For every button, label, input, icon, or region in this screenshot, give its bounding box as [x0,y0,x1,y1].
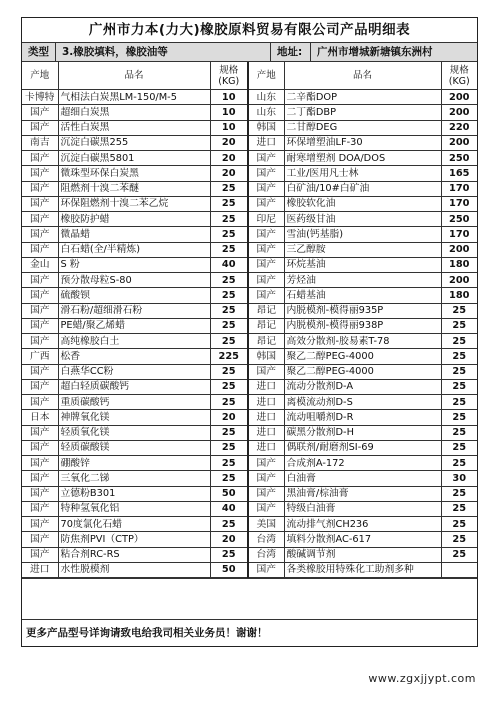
left-origin-cell: 国产 [22,181,58,196]
right-origin-cell: 国产 [248,227,284,242]
right-product-name-cell: 填料分散剂AC-617 [284,532,441,547]
table-row [22,440,477,455]
left-origin-cell: 国产 [22,547,58,562]
left-product-name-cell: 松香 [58,349,210,364]
right-origin-cell: 国产 [248,562,284,577]
left-origin-cell: 国产 [22,334,58,349]
right-origin-cell: 印尼 [248,212,284,227]
right-product-name-cell: 离模流动剂D-S [284,395,441,410]
right-origin-cell: 国产 [248,471,284,486]
right-product-name-cell: 橡胶软化油 [284,196,441,211]
right-spec-cell [441,562,477,577]
left-origin-cell: 国产 [22,303,58,318]
left-spec-cell: 25 [210,517,248,532]
left-origin-cell: 金山 [22,257,58,272]
table-row [22,181,477,196]
origin-header: 产地 [22,62,58,90]
right-origin-cell: 韩国 [248,349,284,364]
product-sheet [21,17,478,647]
left-origin-cell: 国产 [22,242,58,257]
right-spec-cell: 200 [441,105,477,120]
left-product-name-cell: 预分散母粒S-80 [58,273,210,288]
left-spec-cell: 10 [210,90,248,105]
table-row [22,151,477,166]
table-row [22,196,477,211]
table-row [22,105,477,120]
table-row [22,318,477,333]
left-origin-cell: 日本 [22,410,58,425]
right-spec-cell: 220 [441,120,477,135]
left-origin-cell: 国产 [22,395,58,410]
right-origin-cell: 国产 [248,257,284,272]
right-spec-cell: 170 [441,181,477,196]
table-row [22,273,477,288]
right-spec-cell: 25 [441,486,477,501]
left-spec-cell: 25 [210,303,248,318]
right-spec-cell: 170 [441,196,477,211]
right-spec-cell: 180 [441,257,477,272]
table-row [22,501,477,516]
name-header: 品名 [284,62,441,90]
left-origin-cell: 国产 [22,364,58,379]
right-product-name-cell: 特级白油膏 [284,501,441,516]
type-label: 类型 [22,43,56,61]
table-row [22,242,477,257]
left-spec-cell: 25 [210,364,248,379]
left-product-name-cell: 轻质碳酸镁 [58,440,210,455]
table-row [22,410,477,425]
table-row [22,456,477,471]
left-origin-cell: 国产 [22,166,58,181]
right-product-name-cell: 流动排气剂CH236 [284,517,441,532]
right-product-name-cell: 流动咀嚼剂D-R [284,410,441,425]
right-spec-cell: 25 [441,395,477,410]
right-spec-cell: 25 [441,318,477,333]
left-spec-cell: 10 [210,120,248,135]
left-spec-cell: 25 [210,227,248,242]
left-origin-cell: 国产 [22,532,58,547]
left-spec-cell: 25 [210,334,248,349]
left-origin-cell: 国产 [22,105,58,120]
left-spec-cell: 25 [210,456,248,471]
right-product-name-cell: 耐寒增塑剂 DOA/DOS [284,151,441,166]
right-product-name-cell: 流动分散剂D-A [284,379,441,394]
table-row [22,486,477,501]
right-spec-cell: 25 [441,440,477,455]
left-origin-cell: 国产 [22,501,58,516]
right-spec-cell: 25 [441,517,477,532]
meta-row [22,43,477,62]
spec-header: 规格 (KG) [210,62,248,90]
spec-header: 规格 (KG) [441,62,477,90]
right-product-name-cell: 聚乙二醇PEG-4000 [284,349,441,364]
right-origin-cell: 国产 [248,151,284,166]
header-row [22,62,477,90]
left-product-name-cell: 70度氯化石蜡 [58,517,210,532]
left-product-name-cell: 神牌氧化镁 [58,410,210,425]
left-origin-cell: 国产 [22,212,58,227]
left-spec-cell: 25 [210,425,248,440]
left-spec-cell: 20 [210,532,248,547]
right-product-name-cell: 环烷基油 [284,257,441,272]
left-product-name-cell: 粘合剂RC-RS [58,547,210,562]
type-value: 3.橡胶填料，橡胶油等 [56,43,271,61]
left-spec-cell: 25 [210,181,248,196]
footer-note: 更多产品型号详询请致电给我司相关业务员！谢谢！ [22,619,477,646]
right-origin-cell: 进口 [248,379,284,394]
right-origin-cell: 山东 [248,90,284,105]
right-product-name-cell: 高效分散剂-胶易素T-78 [284,334,441,349]
left-product-name-cell: 水性脱模剂 [58,562,210,577]
right-origin-cell: 昂记 [248,334,284,349]
right-spec-cell: 200 [441,273,477,288]
right-product-name-cell: 各类橡胶用特殊化工助剂多种 [284,562,441,577]
right-product-name-cell: 碳黑分散剂D-H [284,425,441,440]
table-row [22,166,477,181]
right-product-name-cell: 石蜡基油 [284,288,441,303]
right-spec-cell: 200 [441,242,477,257]
left-product-name-cell: 气相法白炭黑LM-150/M-5 [58,90,210,105]
right-origin-cell: 进口 [248,395,284,410]
left-spec-cell: 25 [210,440,248,455]
left-origin-cell: 国产 [22,517,58,532]
left-origin-cell: 进口 [22,562,58,577]
right-spec-cell: 250 [441,212,477,227]
left-origin-cell: 国产 [22,471,58,486]
left-spec-cell: 20 [210,151,248,166]
right-origin-cell: 国产 [248,364,284,379]
left-origin-cell: 国产 [22,379,58,394]
right-spec-cell: 165 [441,166,477,181]
left-spec-cell: 50 [210,562,248,577]
left-spec-cell: 10 [210,105,248,120]
left-spec-cell: 25 [210,242,248,257]
left-product-name-cell: 阻燃剂十溴二苯醚 [58,181,210,196]
right-origin-cell: 美国 [248,517,284,532]
left-origin-cell: 国产 [22,486,58,501]
right-origin-cell: 进口 [248,440,284,455]
left-product-name-cell: 重质碳酸钙 [58,395,210,410]
table-row [22,257,477,272]
table-row [22,562,477,577]
right-spec-cell: 25 [441,547,477,562]
right-origin-cell: 昂记 [248,303,284,318]
left-product-name-cell: 特种氢氧化铝 [58,501,210,516]
right-origin-cell: 国产 [248,166,284,181]
table-row [22,349,477,364]
left-spec-cell: 25 [210,273,248,288]
product-table-body [22,62,477,578]
left-spec-cell: 25 [210,547,248,562]
table-row [22,471,477,486]
address-label: 地址: [271,43,311,61]
right-origin-cell: 韩国 [248,120,284,135]
right-product-name-cell: 雪油(钙基脂) [284,227,441,242]
right-product-name-cell: 环保增塑油LF-30 [284,135,441,150]
right-origin-cell: 国产 [248,181,284,196]
right-origin-cell: 昂记 [248,318,284,333]
right-spec-cell: 25 [441,379,477,394]
right-product-name-cell: 聚乙二醇PEG-4000 [284,364,441,379]
right-origin-cell: 山东 [248,105,284,120]
table-row [22,303,477,318]
product-table [22,62,477,578]
right-origin-cell: 进口 [248,410,284,425]
table-row [22,425,477,440]
right-product-name-cell: 二丁酯DBP [284,105,441,120]
left-origin-cell: 国产 [22,196,58,211]
left-origin-cell: 国产 [22,440,58,455]
origin-header: 产地 [248,62,284,90]
right-product-name-cell: 酸碱调节剂 [284,547,441,562]
left-spec-cell: 50 [210,486,248,501]
right-spec-cell: 170 [441,227,477,242]
left-spec-cell: 25 [210,318,248,333]
right-spec-cell: 200 [441,90,477,105]
right-origin-cell: 进口 [248,135,284,150]
left-product-name-cell: 三氧化二锑 [58,471,210,486]
left-spec-cell: 20 [210,410,248,425]
right-product-name-cell: 工业/医用凡士林 [284,166,441,181]
left-product-name-cell: 白石蜡(全/半精炼) [58,242,210,257]
right-origin-cell: 进口 [248,425,284,440]
right-spec-cell: 25 [441,425,477,440]
left-origin-cell: 国产 [22,273,58,288]
right-product-name-cell: 偶联剂/耐磨剂SI-69 [284,440,441,455]
right-product-name-cell: 芳烃油 [284,273,441,288]
left-spec-cell: 20 [210,166,248,181]
table-row [22,288,477,303]
right-product-name-cell: 白矿油/10#白矿油 [284,181,441,196]
left-product-name-cell: S 粉 [58,257,210,272]
right-origin-cell: 国产 [248,456,284,471]
right-product-name-cell: 二辛酯DOP [284,90,441,105]
table-row [22,120,477,135]
right-spec-cell: 25 [441,410,477,425]
left-product-name-cell: 滑石粉/超细滑石粉 [58,303,210,318]
left-product-name-cell: 环保阻燃剂十溴二苯乙烷 [58,196,210,211]
right-product-name-cell: 内脱模剂-模得丽938P [284,318,441,333]
right-spec-cell: 180 [441,288,477,303]
table-row [22,395,477,410]
left-origin-cell: 广西 [22,349,58,364]
table-row [22,517,477,532]
blank-area [22,578,477,619]
right-product-name-cell: 合成剂A-172 [284,456,441,471]
left-origin-cell: 国产 [22,120,58,135]
left-origin-cell: 国产 [22,151,58,166]
right-origin-cell: 台湾 [248,532,284,547]
left-product-name-cell: 防焦剂PVI（CTP） [58,532,210,547]
table-row [22,532,477,547]
table-row [22,90,477,105]
left-spec-cell: 25 [210,379,248,394]
left-spec-cell: 40 [210,501,248,516]
right-product-name-cell: 黑油膏/棕油膏 [284,486,441,501]
left-origin-cell: 南吉 [22,135,58,150]
left-product-name-cell: 沉淀白碳黑255 [58,135,210,150]
left-spec-cell: 25 [210,212,248,227]
table-row [22,334,477,349]
right-spec-cell: 25 [441,456,477,471]
right-spec-cell: 250 [441,151,477,166]
address-value: 广州市增城新塘镇东洲村 [317,46,433,58]
right-origin-cell: 台湾 [248,547,284,562]
watermark: www.zgxjjypt.com [368,672,476,685]
left-product-name-cell: 高纯橡胶白土 [58,334,210,349]
left-origin-cell: 国产 [22,425,58,440]
left-spec-cell: 25 [210,395,248,410]
right-origin-cell: 国产 [248,501,284,516]
right-spec-cell: 25 [441,334,477,349]
right-spec-cell: 30 [441,471,477,486]
left-spec-cell: 25 [210,196,248,211]
left-product-name-cell: 白燕华CC粉 [58,364,210,379]
left-product-name-cell: 轻质氧化镁 [58,425,210,440]
left-spec-cell: 225 [210,349,248,364]
left-product-name-cell: 立德粉B301 [58,486,210,501]
right-origin-cell: 国产 [248,196,284,211]
left-product-name-cell: 硼酸锌 [58,456,210,471]
left-spec-cell: 40 [210,257,248,272]
right-spec-cell: 25 [441,303,477,318]
table-row [22,227,477,242]
table-row [22,379,477,394]
left-origin-cell: 国产 [22,227,58,242]
page-title: 广州市力本(力大)橡胶原料贸易有限公司产品明细表 [22,18,477,43]
left-product-name-cell: 橡胶防护蜡 [58,212,210,227]
right-origin-cell: 国产 [248,273,284,288]
left-product-name-cell: 超白轻质碳酸钙 [58,379,210,394]
left-origin-cell: 卡博特 [22,90,58,105]
right-spec-cell: 25 [441,364,477,379]
left-product-name-cell: PE蜡/聚乙烯蜡 [58,318,210,333]
left-product-name-cell: 沉淀白碳黑5801 [58,151,210,166]
table-row [22,135,477,150]
right-origin-cell: 国产 [248,288,284,303]
left-product-name-cell: 超细白炭黑 [58,105,210,120]
right-product-name-cell: 三乙醇胺 [284,242,441,257]
name-header: 品名 [58,62,210,90]
left-product-name-cell: 微珠型环保白炭黑 [58,166,210,181]
left-product-name-cell: 活性白炭黑 [58,120,210,135]
left-spec-cell: 20 [210,135,248,150]
table-row [22,547,477,562]
right-spec-cell: 25 [441,532,477,547]
right-product-name-cell: 医药级甘油 [284,212,441,227]
right-origin-cell: 国产 [248,242,284,257]
right-spec-cell: 200 [441,135,477,150]
left-origin-cell: 国产 [22,456,58,471]
left-spec-cell: 25 [210,288,248,303]
right-product-name-cell: 内脱模剂-模得丽935P [284,303,441,318]
left-product-name-cell: 硫酸钡 [58,288,210,303]
table-row [22,364,477,379]
right-spec-cell: 25 [441,349,477,364]
left-origin-cell: 国产 [22,288,58,303]
left-origin-cell: 国产 [22,318,58,333]
right-spec-cell: 25 [441,501,477,516]
table-row [22,212,477,227]
right-origin-cell: 国产 [248,486,284,501]
left-spec-cell: 25 [210,471,248,486]
right-product-name-cell: 白油膏 [284,471,441,486]
right-product-name-cell: 二甘醇DEG [284,120,441,135]
left-product-name-cell: 微晶蜡 [58,227,210,242]
